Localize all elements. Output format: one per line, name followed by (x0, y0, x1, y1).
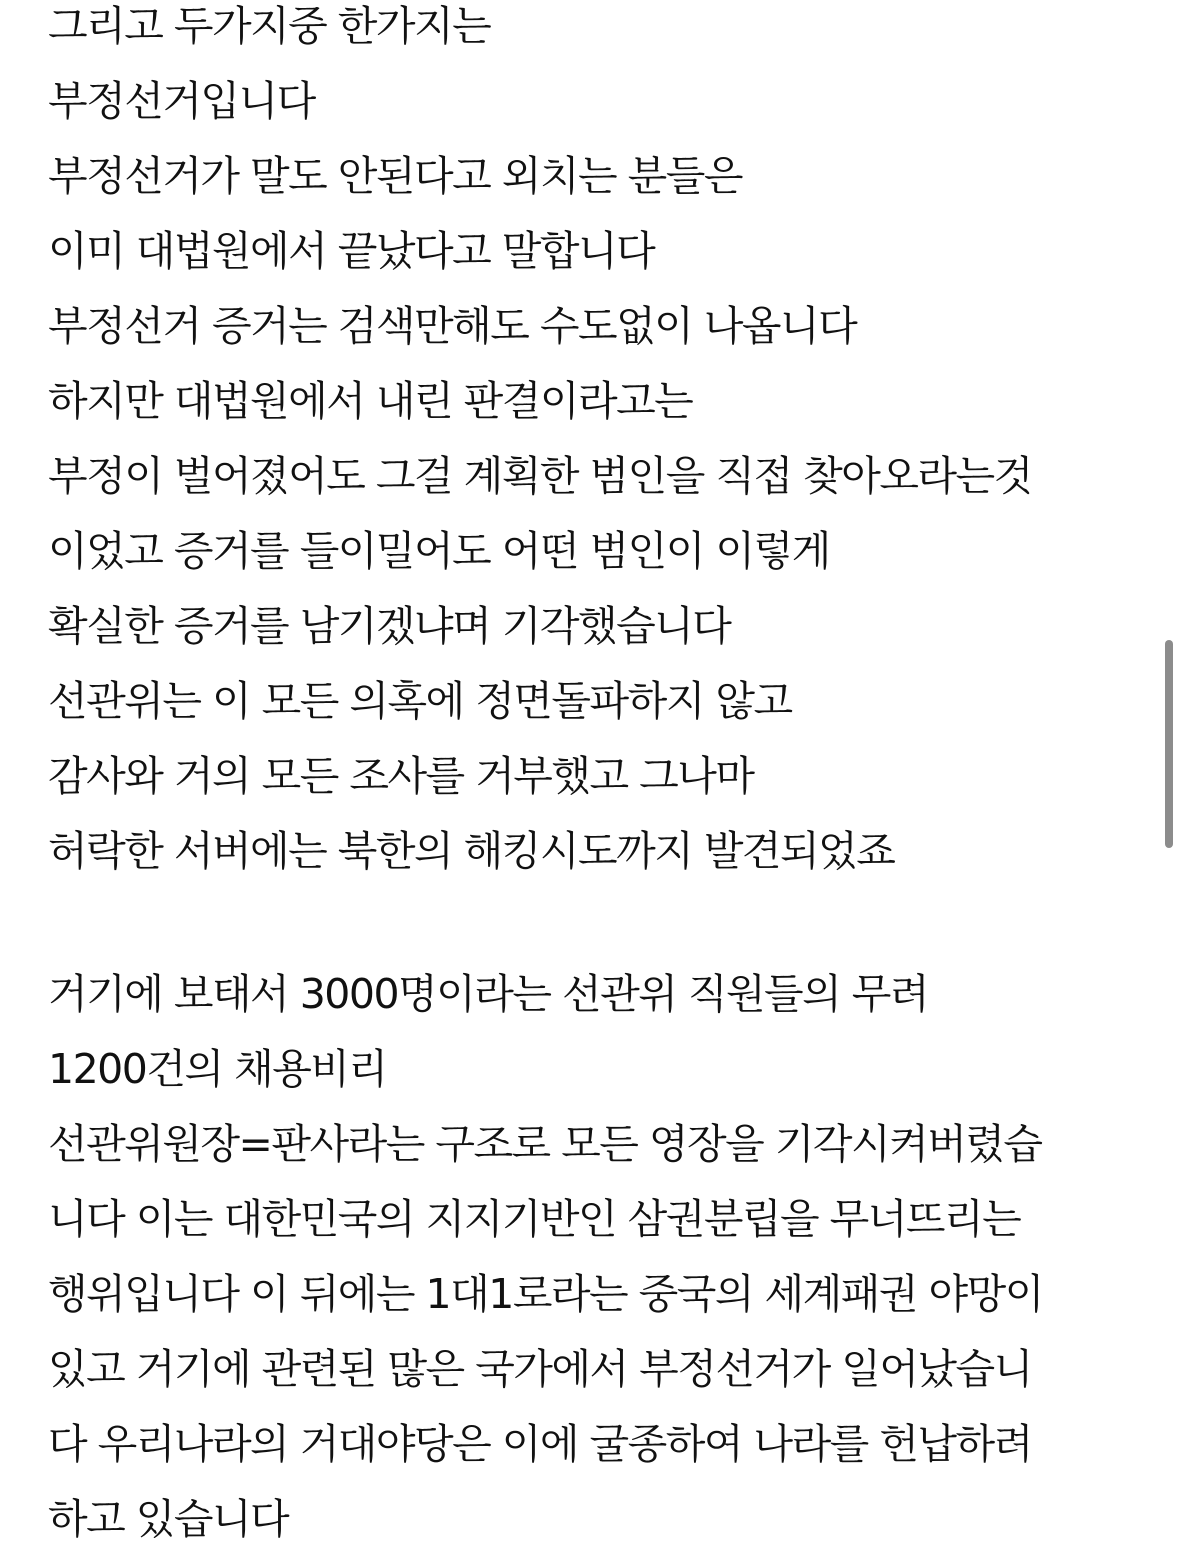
text-line: 이었고 증거를 들이밀어도 어떤 범인이 이렇게 (48, 527, 830, 575)
vertical-scrollbar[interactable] (1165, 640, 1173, 848)
text-line: 다 우리나라의 거대야당은 이에 굴종하여 나라를 헌납하려 (48, 1420, 1032, 1468)
text-line: 니다 이는 대한민국의 지지기반인 삼권분립을 무너뜨리는 (48, 1195, 1021, 1243)
text-line: 부정선거가 말도 안된다고 외치는 분들은 (48, 152, 742, 200)
text-line: 감사와 거의 모든 조사를 거부했고 그나마 (48, 752, 754, 800)
text-line: 확실한 증거를 남기겠냐며 기각했습니다 (48, 602, 731, 650)
text-line: 선관위는 이 모든 의혹에 정면돌파하지 않고 (48, 677, 792, 725)
text-line: 행위입니다 이 뒤에는 1대1로라는 중국의 세계패권 야망이 (48, 1270, 1043, 1318)
paragraph-2 (48, 968, 1148, 1568)
paragraph-1 (48, 0, 1148, 900)
text-line: 이미 대법원에서 끝났다고 말합니다 (48, 227, 655, 275)
text-line: 부정선거 증거는 검색만해도 수도없이 나옵니다 (48, 302, 857, 350)
text-line: 부정선거입니다 (48, 77, 315, 125)
text-line: 부정이 벌어졌어도 그걸 계획한 범인을 직접 찾아오라는것 (48, 452, 1032, 500)
text-line: 하고 있습니다 (48, 1495, 289, 1543)
text-line: 선관위원장=판사라는 구조로 모든 영장을 기각시켜버렸습 (48, 1120, 1042, 1168)
document-body (48, 0, 1148, 1568)
text-line: 허락한 서버에는 북한의 해킹시도까지 발견되었죠 (48, 827, 895, 875)
text-line: 하지만 대법원에서 내린 판결이라고는 (48, 377, 693, 425)
text-line: 거기에 보태서 3000명이라는 선관위 직원들의 무려 (48, 970, 929, 1018)
text-line: 1200건의 채용비리 (48, 1045, 387, 1093)
text-line: 그리고 두가지중 한가지는 (48, 2, 491, 50)
text-line: 있고 거기에 관련된 많은 국가에서 부정선거가 일어났습니 (48, 1345, 1032, 1393)
paragraph-gap (48, 900, 1148, 968)
